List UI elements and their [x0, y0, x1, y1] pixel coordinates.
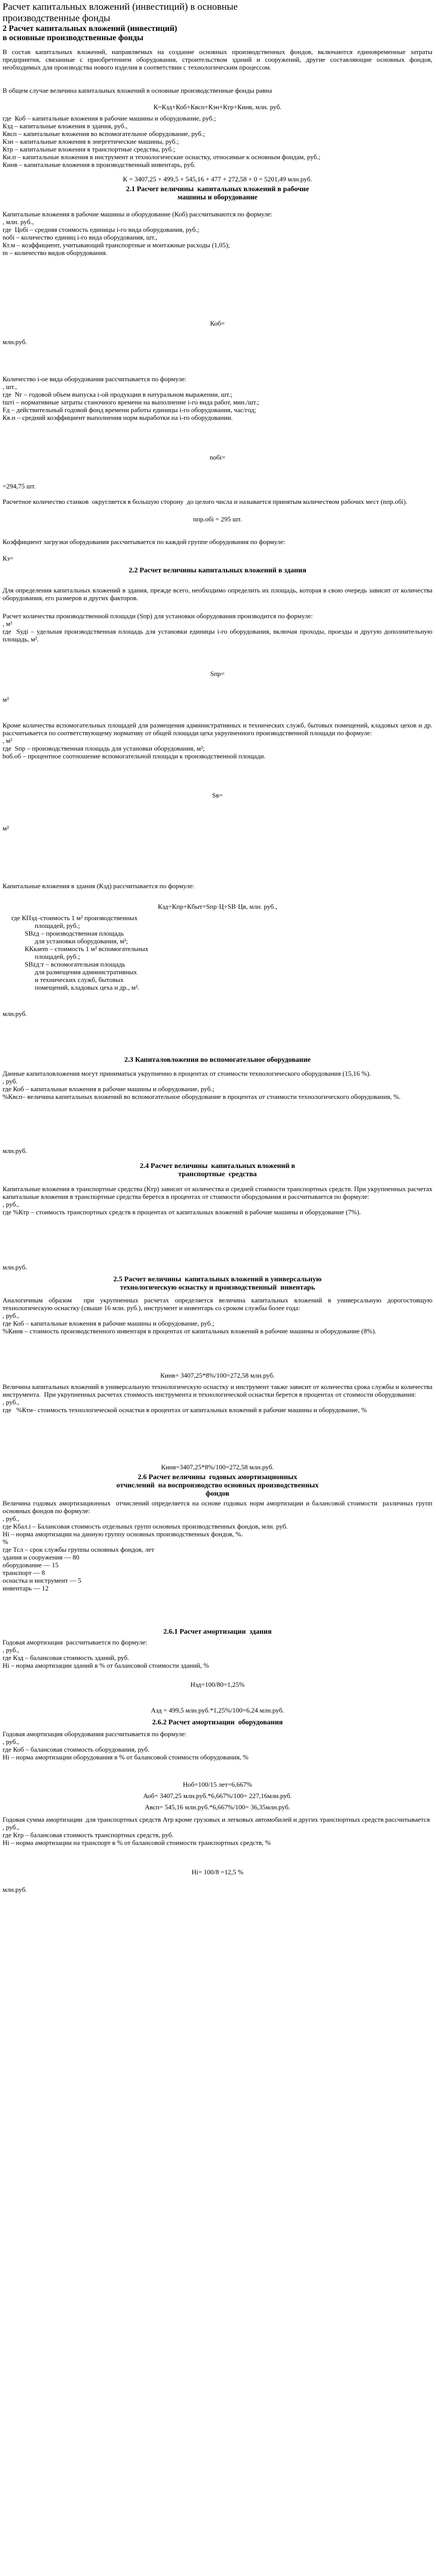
paragraph-kzd-calc: Капитальные вложения в здания (Кзд) рассчитывается по формуле:	[3, 882, 195, 890]
paragraph-general: В общем случае величина капитальных вложений в основные производственные фонды равна	[3, 87, 272, 94]
formula-kob-unit: млн.руб.	[3, 338, 27, 346]
heading-2-6-2: 2.6.2 Расчет амортизации оборудования	[152, 1719, 283, 1726]
formula-sv: Sв=	[212, 791, 223, 799]
paragraph-amort: Величина годовых амортизационных отчислений определяется на основе годовых норм амортизации и балансовой стоимости различных групп основных фондов по формуле: , руб., где Кбал.i – Балансовая стоимость отдельных групп основных производственных фондов, млн. руб. Нi – норма амортизации на данную группу основных производственных фондов, %. % где Тсл – срок службы группы основных фондов, лет здания и сооружения — 80 оборудование — 15 транспорт — 8 оснастка и инструмент — 5 инвентарь — 12	[3, 1499, 432, 1592]
paragraph-norm: Расчетное количество станков округляется в большую сторону до целого числа и называется принятым количеством рабочих мест (nпр.обi).	[3, 498, 408, 505]
formula-sv-unit: м²	[3, 824, 9, 832]
paragraph-ktr: Капитальные вложения в транспортные средства (Ктр) зависит от количества и средней стоимости транспортных средств. При укрупненных расчетах капитальные вложения в транспортные средства берется в процентах от стоимости оборудования и рассчитывается по формуле: , руб., где %Ктр – стоимость транспортных средств в процентах от капитальных вложений в рабочие машины и оборудование (7%).	[3, 1185, 432, 1216]
formula-kinv: Кинв= 3407,25*8%/100=272,58 млн.руб.	[160, 1371, 275, 1379]
formula-kvsp-unit: млн.руб.	[3, 1147, 27, 1155]
heading-2-1: 2.1 Расчет величины капитальных вложений в рабочие машины и оборудование	[126, 185, 309, 201]
paragraph-kinv: Аналогичным образом при укрупненных расчетах определяется величина капитальных вложений в универсальную дорогостоящую технологическую оснастку (свыше 16 млн. руб.), инструмент и инвентарь со сроком службы более года: , руб., где Коб – капитальные вложения в рабочие машины и оборудование, руб.; %Кинв – стоимость производственного инвентаря в процентах от капитальных вложений в рабочие машины и оборудование (8%).	[3, 1296, 432, 1335]
paragraph-kzd1: Для определения капитальных вложений в здания, прежде всего, необходимо определить их площадь, которая в свою очередь зависит от количества оборудования, его размеров и других факторов.	[3, 586, 434, 602]
formula-spr: Sпр=	[210, 670, 225, 677]
formula-kzd-unit: млн.руб.	[3, 1010, 27, 1018]
section-heading-2: 2 Расчет капитальных вложений (инвестиций) в основные производственные фонды	[3, 24, 178, 42]
formula-spr-unit: м²	[3, 696, 9, 703]
formula-ntr: Нi= 100/8 =12,5 %	[191, 1868, 243, 1876]
paragraph-ksp: Кроме количества вспомогательных площадей для размещения административных и технических служб, бытовых помещений, кладовых цехов и др. рассчитывается по соответствующему нормативу от общей площади цеха укрупненного производственной площади по формуле: , м² где Sпр – производственная площадь для установки оборудования, м²; bоб.об – процентное соотношение вспомогательной площади к производственной площади.	[3, 721, 432, 760]
paragraph-nob: Количество i-ое вида оборудования рассчитывается по формуле: , шт., где Nг – годовой объем выпуска i-ой продукции в натуральном выражении, шт.; tштi – нормативные затраты станочного времени на выполнение i-го вида работ, мин./шт.; Fд – действительный годовой фонд времени работы единицы i-го оборудования, час/год; Кв.н – средний коэффициент выполнения норм выработки на i-го оборудовании.	[3, 375, 259, 421]
paragraph-kzd2: Расчет количества производственной площади (Sпр) для установки оборудования производится по формуле: , м² где Sудi – удельная производственная площадь для установки единицы i-го оборудования, включая проходы, проезды и другую дополнительную площадь, м².	[3, 612, 432, 643]
formula-k: К=Кзд+Коб+Квсп+Кэн+Ктр+Кинв, млн. руб.	[153, 103, 282, 111]
formula-avsp: Авсп= 545,16 млн.руб.*6,667%/100= 36,35млн.руб.	[145, 1803, 290, 1811]
heading-2-2: 2.2 Расчет величины капитальных вложений в здания	[129, 567, 306, 574]
heading-2-4: 2.4 Расчет величины капитальных вложений в транспортные средства	[139, 1162, 295, 1178]
formula-nzd: Нзд=100/80=1,25%	[190, 1681, 245, 1688]
paragraph-kvsp: Данные капиталовложения могут приниматься укрупненно в процентах от стоимости технологического оборудования (15,16 %). , руб. где Коб – капитальные вложения в рабочие машины и оборудование, руб.; %Квсп– величина капитальных вложений во вспомогательное оборудование в процентах от стоимости технологического оборудования, %.	[3, 1070, 401, 1100]
formula-nob-value: =294,75 шт.	[3, 482, 36, 490]
formula-kip: Кинв=3407,25*8%/100=272,58 млн.руб.	[161, 1463, 274, 1471]
paragraph-kip: Величина капитальных вложений в универсальную технологическую оснастку и инструмент также зависит от количества срока службы и количества инструмента. При укрупненных расчетах стоимость инструмента и технологической оснастки берется в процентах от стоимости оборудования: , руб., где %Кти– стоимость технологической оснастки в процентах от капитальных вложений в рабочие машины и оборудование, %	[3, 1383, 432, 1414]
formula-k-value: К = 3407,25 + 499,5 + 545,16 + 477 + 272,58 + 0 = 5201,49 млн.руб.	[123, 175, 312, 183]
formula-npr: nпр.обi = 295 шт.	[193, 515, 242, 523]
formula-kzd: Кзд=Кпр+Кбыт=Sпр·Ц+SВ·Цв, млн. руб.,	[158, 903, 277, 910]
heading-2-5: 2.5 Расчет величины капитальных вложений в универсальную технологическую оснастку и производственный инвентарь	[113, 1276, 322, 1292]
formula-azd: Азд = 499,5 млн.руб.*1,25%/100=6,24 млн.руб.	[151, 1706, 284, 1714]
paragraph-am-zd: Годовая амортизация рассчитывается по формуле: , руб., где Кзд – балансовая стоимость зданий, руб. Нi – норма амортизации зданий в % от балансовой стоимости зданий, %	[3, 1638, 210, 1669]
formula-nob-am: Ноб=100/15 лет=6,667%	[183, 1781, 252, 1788]
formula-kob: Коб=	[210, 319, 225, 327]
formula-kzag: Кз=	[3, 554, 13, 562]
heading-2-6: 2.6 Расчет величины годовых амортизационных отчислений на воспроизводство основных производственных фондов	[116, 1473, 319, 1498]
legend-k: где Коб – капитальные вложения в рабочие машины и оборудование, руб.; Кзд – капитальные вложения в здания, руб., Квсп – капитальные вложения во вспомогательное оборудование, руб.; Кэн – капитальные вложения в энергетические машины, руб.; Ктр – капитальные вложения в транспортные средства, руб.; Ки.п – капитальные вложения в инструмент и технологические оснастку, относимые к основным фондам, руб.; Кинв – капитальные вложения в производственный инвентарь, руб.	[3, 114, 321, 168]
paragraph-am-tr: Годовая сумма амортизации для транспортных средств Атр кроме грузовых и легковых автомобилей и других транспортных средств рассчитывается , руб., где Ктр – балансовая стоимость транспортных средств, руб. Нi – норма амортизации на транспорт в % от балансовой стоимости транспортных средств, %	[3, 1816, 430, 1846]
legend-kzd: где КПзд–стоимость 1 м² производственных площадей, руб.; SВzд – производственная площадь для установки оборудования, м²; ККкаеm – стоимость 1 м² вспомогательных площадей, руб.; SВzд:т – вспомогательная площадь для размещения административных и технических служб, бытовых помещений, кладовых цеха и др., м².	[11, 914, 149, 991]
heading-2-6-1: 2.6.1 Расчет амортизации здания	[163, 1628, 272, 1636]
paragraph-intro: В состав капитальных вложений, направляемых на создание основных производственных фондов, включаются единовременные затраты предприятия, связанные с приобретением оборудования, строительством зданий и сооружений, другие составляющие основных фондов, необходимых для производства нового изделия в соответствии с технологическим процессом.	[3, 48, 434, 71]
paragraph-kob: Капитальные вложения в рабочие машины и оборудование (Коб) рассчитываются по формуле: , млн. руб., где Цобi – средняя стоимость единицы i-го вида оборудования, руб.; nобi – количество единиц i-го вида оборудования, шт., Кт.м – коэффициент, учитывающий транспортные и монтажные расходы (1,05); m – количество видов оборудования.	[3, 210, 273, 257]
formula-nob: nобi=	[210, 453, 225, 461]
paragraph-kzag: Коэффициент загрузки оборудования рассчитывается по каждой группе оборудования по формуле:	[3, 538, 286, 546]
formula-atr-unit: млн.руб.	[3, 1886, 27, 1893]
formula-ktr-unit: млн.руб.	[3, 1263, 27, 1271]
heading-2-3: 2.3 Капиталовложения во вспомогательное оборудование	[124, 1056, 311, 1064]
page-title: Расчет капитальных вложений (инвестиций) в основные производственные фонды	[3, 2, 238, 24]
formula-aob: Аоб= 3407,25 млн.руб.*6,667%/100= 227,16млн.руб.	[143, 1792, 292, 1800]
paragraph-am-ob: Годовая амортизация оборудования рассчитывается по формуле: , руб., где Коб – балансовая стоимость оборудования, руб. Нi – норма амортизации оборудования в % от балансовой стоимости оборудования, %	[3, 1730, 249, 1761]
